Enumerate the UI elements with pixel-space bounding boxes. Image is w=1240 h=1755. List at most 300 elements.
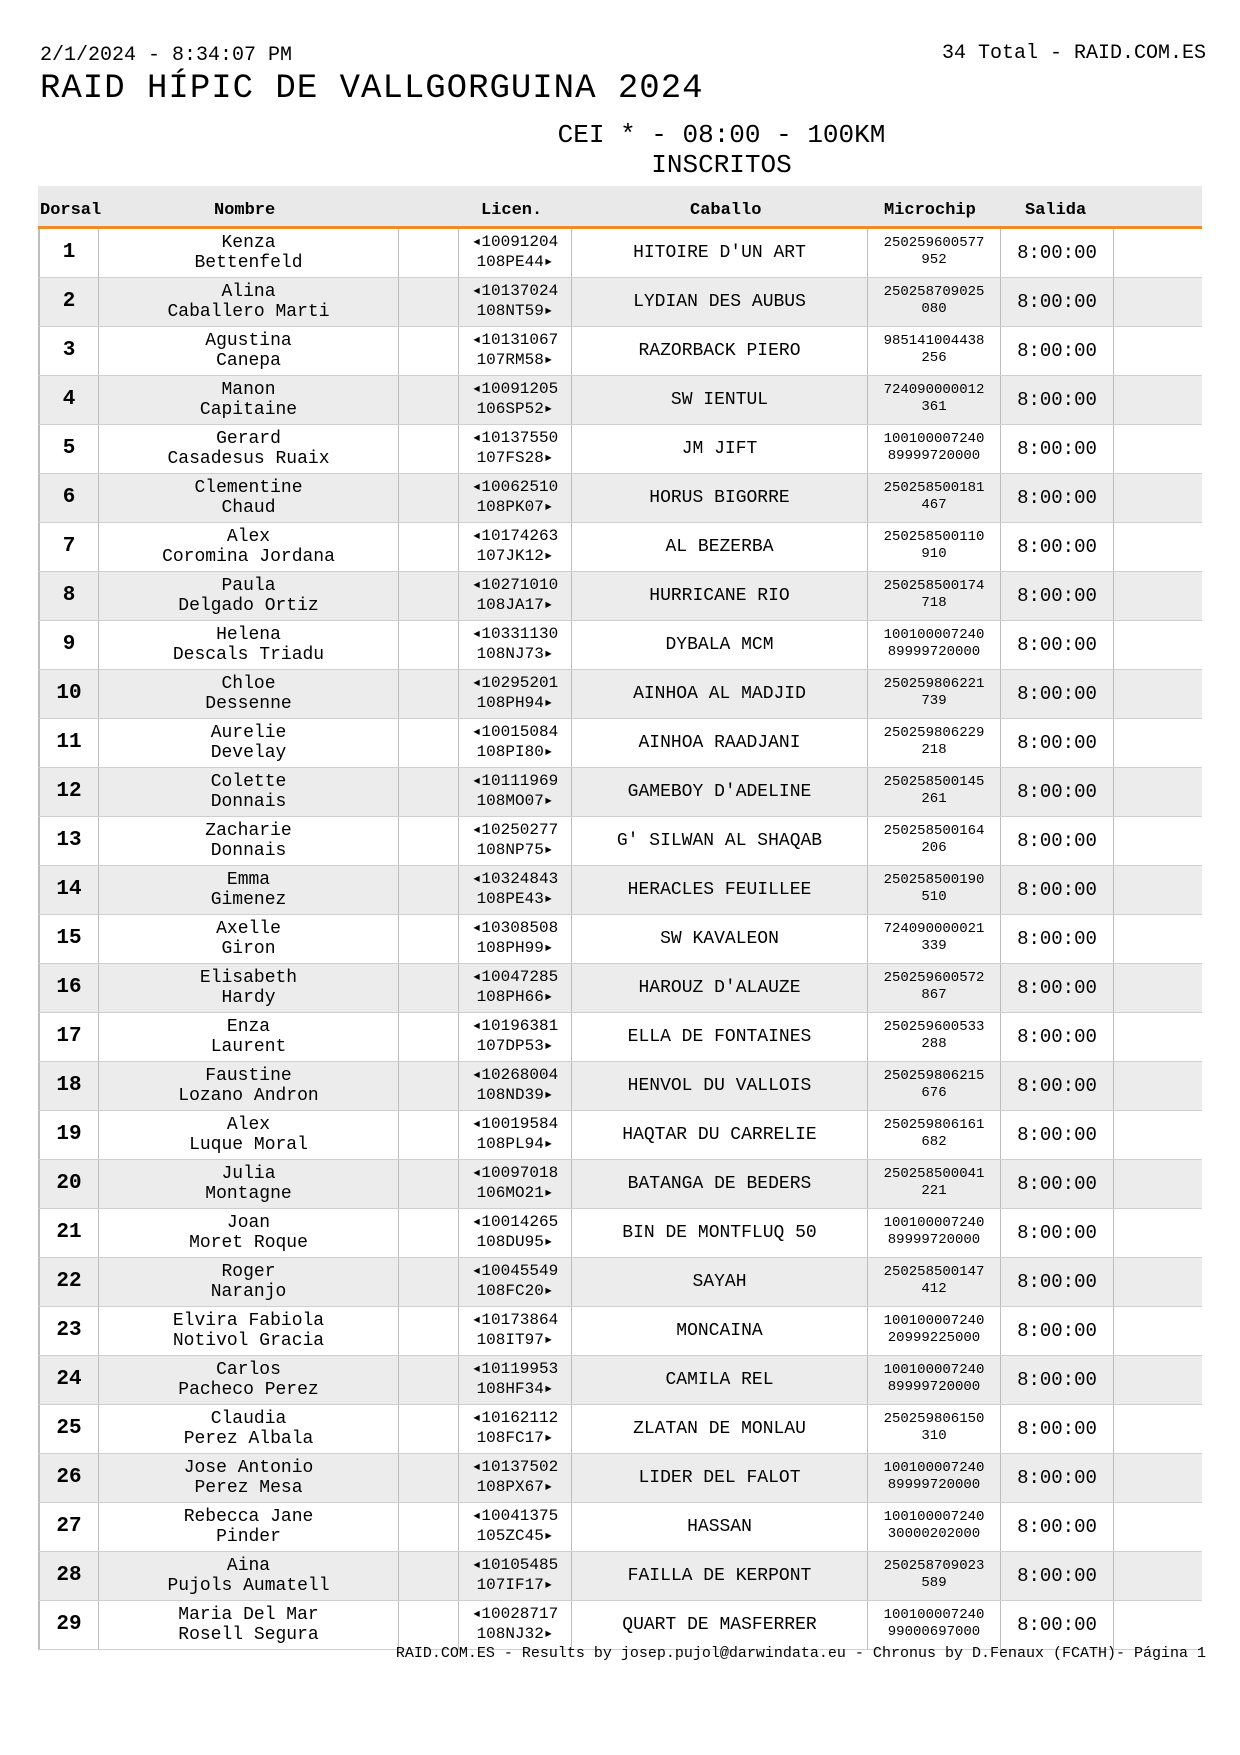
license bbox=[459, 278, 572, 326]
rider-name bbox=[99, 327, 399, 375]
microchip bbox=[868, 768, 1001, 816]
column-header-dorsal: Dorsal bbox=[40, 201, 102, 220]
rider-name bbox=[99, 1356, 399, 1404]
horse-name: ZLATAN DE MONLAU bbox=[572, 1405, 868, 1453]
microchip-line-2: 867 bbox=[921, 987, 947, 1003]
rider-name bbox=[99, 1111, 399, 1159]
license-horse: 108IT97▸ bbox=[476, 1331, 554, 1349]
license bbox=[459, 1111, 572, 1159]
rider-last-name: Chaud bbox=[221, 498, 276, 518]
license-horse: 105ZC45▸ bbox=[476, 1527, 554, 1545]
license-rider: ◂10019584 bbox=[471, 1115, 559, 1133]
table-row bbox=[38, 1454, 1202, 1503]
rider-last-name: Dessenne bbox=[205, 694, 292, 714]
empty-cell bbox=[1114, 1160, 1202, 1208]
microchip-line-1: 100100007240 bbox=[883, 1362, 985, 1378]
microchip-line-1: 100100007240 bbox=[883, 1607, 985, 1623]
table-row bbox=[38, 1552, 1202, 1601]
start-time: 8:00:00 bbox=[1001, 1258, 1114, 1306]
empty-cell bbox=[399, 768, 459, 816]
license-rider: ◂10131067 bbox=[471, 331, 559, 349]
microchip bbox=[868, 278, 1001, 326]
dorsal-number: 27 bbox=[38, 1503, 99, 1551]
horse-name: FAILLA DE KERPONT bbox=[572, 1552, 868, 1600]
microchip-line-2: 310 bbox=[921, 1428, 947, 1444]
empty-cell bbox=[1114, 1258, 1202, 1306]
rider-first-name: Claudia bbox=[210, 1409, 287, 1429]
license bbox=[459, 327, 572, 375]
license-horse: 108HF34▸ bbox=[476, 1380, 554, 1398]
license-rider: ◂10014265 bbox=[471, 1213, 559, 1231]
microchip-line-1: 250259806150 bbox=[883, 1411, 985, 1427]
empty-cell bbox=[1114, 572, 1202, 620]
total-entries: 34 Total - RAID.COM.ES bbox=[941, 42, 1206, 65]
table-row bbox=[38, 768, 1202, 817]
start-time: 8:00:00 bbox=[1001, 670, 1114, 718]
rider-last-name: Donnais bbox=[210, 841, 287, 861]
start-time: 8:00:00 bbox=[1001, 1503, 1114, 1551]
microchip-line-1: 100100007240 bbox=[883, 1313, 985, 1329]
microchip-line-2: 718 bbox=[921, 595, 947, 611]
license-horse: 108PH94▸ bbox=[476, 694, 554, 712]
dorsal-number: 5 bbox=[38, 425, 99, 473]
microchip-line-1: 250259600533 bbox=[883, 1019, 985, 1035]
horse-name: AINHOA AL MADJID bbox=[572, 670, 868, 718]
license-horse: 108PH99▸ bbox=[476, 939, 554, 957]
rider-first-name: Enza bbox=[226, 1017, 271, 1037]
dorsal-number: 13 bbox=[38, 817, 99, 865]
empty-cell bbox=[1114, 1552, 1202, 1600]
microchip bbox=[868, 1258, 1001, 1306]
microchip bbox=[868, 376, 1001, 424]
license bbox=[459, 1062, 572, 1110]
empty-cell bbox=[399, 670, 459, 718]
microchip-line-2: 89999720000 bbox=[887, 448, 981, 464]
empty-cell bbox=[399, 1601, 459, 1649]
license-rider: ◂10137550 bbox=[471, 429, 559, 447]
license-rider: ◂10041375 bbox=[471, 1507, 559, 1525]
dorsal-number: 25 bbox=[38, 1405, 99, 1453]
microchip-line-1: 100100007240 bbox=[883, 1509, 985, 1525]
rider-first-name: Roger bbox=[221, 1262, 276, 1282]
rider-name bbox=[99, 1013, 399, 1061]
license-horse: 108ND39▸ bbox=[476, 1086, 554, 1104]
rider-first-name: Colette bbox=[210, 772, 287, 792]
horse-name: DYBALA MCM bbox=[572, 621, 868, 669]
rider-first-name: Julia bbox=[221, 1164, 276, 1184]
rider-name bbox=[99, 964, 399, 1012]
license bbox=[459, 1405, 572, 1453]
dorsal-number: 16 bbox=[38, 964, 99, 1012]
start-time: 8:00:00 bbox=[1001, 1307, 1114, 1355]
license-rider: ◂10137024 bbox=[471, 282, 559, 300]
start-time: 8:00:00 bbox=[1001, 866, 1114, 914]
license bbox=[459, 1503, 572, 1551]
microchip bbox=[868, 621, 1001, 669]
microchip-line-2: 99000697000 bbox=[887, 1624, 981, 1640]
microchip-line-1: 250258500147 bbox=[883, 1264, 985, 1280]
start-time: 8:00:00 bbox=[1001, 572, 1114, 620]
empty-cell bbox=[1114, 1405, 1202, 1453]
horse-name: ELLA DE FONTAINES bbox=[572, 1013, 868, 1061]
dorsal-number: 3 bbox=[38, 327, 99, 375]
empty-cell bbox=[1114, 278, 1202, 326]
microchip bbox=[868, 474, 1001, 522]
rider-last-name: Pacheco Perez bbox=[178, 1380, 319, 1400]
table-row bbox=[38, 1013, 1202, 1062]
rider-last-name: Hardy bbox=[221, 988, 276, 1008]
license-horse: 108PH66▸ bbox=[476, 988, 554, 1006]
table-row bbox=[38, 621, 1202, 670]
microchip-line-1: 250258500190 bbox=[883, 872, 985, 888]
empty-cell bbox=[1114, 1601, 1202, 1649]
empty-cell bbox=[1114, 229, 1202, 277]
license-rider: ◂10119953 bbox=[471, 1360, 559, 1378]
rider-name bbox=[99, 1503, 399, 1551]
license bbox=[459, 670, 572, 718]
license bbox=[459, 376, 572, 424]
microchip-line-2: 339 bbox=[921, 938, 947, 954]
microchip-line-2: 080 bbox=[921, 301, 947, 317]
microchip-line-2: 218 bbox=[921, 742, 947, 758]
dorsal-number: 17 bbox=[38, 1013, 99, 1061]
rider-first-name: Joan bbox=[226, 1213, 271, 1233]
empty-cell bbox=[1114, 1307, 1202, 1355]
license-rider: ◂10271010 bbox=[471, 576, 559, 594]
start-time: 8:00:00 bbox=[1001, 719, 1114, 767]
start-time: 8:00:00 bbox=[1001, 817, 1114, 865]
license-horse: 106SP52▸ bbox=[476, 400, 554, 418]
dorsal-number: 29 bbox=[38, 1601, 99, 1649]
empty-cell bbox=[1114, 376, 1202, 424]
license-horse: 108FC20▸ bbox=[476, 1282, 554, 1300]
empty-cell bbox=[399, 523, 459, 571]
microchip-line-2: 739 bbox=[921, 693, 947, 709]
start-time: 8:00:00 bbox=[1001, 964, 1114, 1012]
license-rider: ◂10111969 bbox=[471, 772, 559, 790]
dorsal-number: 15 bbox=[38, 915, 99, 963]
license bbox=[459, 1258, 572, 1306]
start-time: 8:00:00 bbox=[1001, 523, 1114, 571]
start-time: 8:00:00 bbox=[1001, 425, 1114, 473]
dorsal-number: 11 bbox=[38, 719, 99, 767]
license-horse: 108DU95▸ bbox=[476, 1233, 554, 1251]
table-row bbox=[38, 1307, 1202, 1356]
microchip bbox=[868, 1013, 1001, 1061]
horse-name: HENVOL DU VALLOIS bbox=[572, 1062, 868, 1110]
microchip-line-2: 952 bbox=[921, 252, 947, 268]
empty-cell bbox=[1114, 670, 1202, 718]
rider-last-name: Montagne bbox=[205, 1184, 292, 1204]
microchip-line-1: 100100007240 bbox=[883, 627, 985, 643]
rider-name bbox=[99, 670, 399, 718]
microchip-line-1: 250259600577 bbox=[883, 235, 985, 251]
start-time: 8:00:00 bbox=[1001, 621, 1114, 669]
empty-cell bbox=[399, 1454, 459, 1502]
microchip bbox=[868, 670, 1001, 718]
horse-name: LYDIAN DES AUBUS bbox=[572, 278, 868, 326]
license-rider: ◂10097018 bbox=[471, 1164, 559, 1182]
table-row bbox=[38, 964, 1202, 1013]
microchip bbox=[868, 964, 1001, 1012]
empty-cell bbox=[399, 1552, 459, 1600]
empty-cell bbox=[399, 376, 459, 424]
license-rider: ◂10268004 bbox=[471, 1066, 559, 1084]
empty-cell bbox=[399, 572, 459, 620]
microchip-line-1: 985141004438 bbox=[883, 333, 985, 349]
horse-name: G' SILWAN AL SHAQAB bbox=[572, 817, 868, 865]
license-rider: ◂10028717 bbox=[471, 1605, 559, 1623]
microchip-line-2: 89999720000 bbox=[887, 644, 981, 660]
microchip bbox=[868, 915, 1001, 963]
license-horse: 108NJ73▸ bbox=[476, 645, 554, 663]
license-rider: ◂10331130 bbox=[471, 625, 559, 643]
rider-name bbox=[99, 915, 399, 963]
microchip-line-1: 100100007240 bbox=[883, 1215, 985, 1231]
start-time: 8:00:00 bbox=[1001, 768, 1114, 816]
license-rider: ◂10047285 bbox=[471, 968, 559, 986]
horse-name: HURRICANE RIO bbox=[572, 572, 868, 620]
empty-cell bbox=[1114, 327, 1202, 375]
table-row bbox=[38, 327, 1202, 376]
rider-name bbox=[99, 376, 399, 424]
rider-last-name: Pujols Aumatell bbox=[167, 1576, 330, 1596]
dorsal-number: 7 bbox=[38, 523, 99, 571]
horse-name: BIN DE MONTFLUQ 50 bbox=[572, 1209, 868, 1257]
start-time: 8:00:00 bbox=[1001, 376, 1114, 424]
empty-cell bbox=[1114, 719, 1202, 767]
microchip-line-2: 89999720000 bbox=[887, 1477, 981, 1493]
dorsal-number: 1 bbox=[38, 229, 99, 277]
rider-name bbox=[99, 1062, 399, 1110]
rider-first-name: Faustine bbox=[205, 1066, 292, 1086]
license-rider: ◂10174263 bbox=[471, 527, 559, 545]
license-rider: ◂10062510 bbox=[471, 478, 559, 496]
microchip-line-2: 89999720000 bbox=[887, 1232, 981, 1248]
rider-name bbox=[99, 523, 399, 571]
license-horse: 108PE43▸ bbox=[476, 890, 554, 908]
start-time: 8:00:00 bbox=[1001, 1601, 1114, 1649]
microchip-line-2: 467 bbox=[921, 497, 947, 513]
rider-name bbox=[99, 425, 399, 473]
table-row bbox=[38, 229, 1202, 278]
empty-cell bbox=[1114, 964, 1202, 1012]
empty-cell bbox=[1114, 621, 1202, 669]
license-horse: 107JK12▸ bbox=[476, 547, 554, 565]
empty-cell bbox=[399, 1160, 459, 1208]
license-rider: ◂10091204 bbox=[471, 233, 559, 251]
rider-name bbox=[99, 229, 399, 277]
empty-cell bbox=[399, 1111, 459, 1159]
rider-name bbox=[99, 572, 399, 620]
empty-cell bbox=[1114, 523, 1202, 571]
microchip-line-1: 250258709025 bbox=[883, 284, 985, 300]
horse-name: HASSAN bbox=[572, 1503, 868, 1551]
column-header-licen: Licen. bbox=[481, 201, 543, 220]
microchip-line-1: 250258500041 bbox=[883, 1166, 985, 1182]
column-header-nombre: Nombre bbox=[214, 201, 276, 220]
empty-cell bbox=[399, 719, 459, 767]
horse-name: SAYAH bbox=[572, 1258, 868, 1306]
start-time: 8:00:00 bbox=[1001, 1013, 1114, 1061]
rider-last-name: Rosell Segura bbox=[178, 1625, 319, 1645]
license bbox=[459, 1601, 572, 1649]
rider-first-name: Clementine bbox=[194, 478, 303, 498]
rider-name bbox=[99, 768, 399, 816]
rider-first-name: Helena bbox=[216, 625, 281, 645]
horse-name: GAMEBOY D'ADELINE bbox=[572, 768, 868, 816]
table-row bbox=[38, 1503, 1202, 1552]
microchip bbox=[868, 1405, 1001, 1453]
microchip bbox=[868, 425, 1001, 473]
rider-last-name: Moret Roque bbox=[189, 1233, 308, 1253]
rider-last-name: Canepa bbox=[216, 351, 281, 371]
rider-first-name: Maria Del Mar bbox=[178, 1605, 319, 1625]
rider-last-name: Perez Albala bbox=[183, 1429, 314, 1449]
start-time: 8:00:00 bbox=[1001, 915, 1114, 963]
dorsal-number: 2 bbox=[38, 278, 99, 326]
license bbox=[459, 768, 572, 816]
empty-cell bbox=[1114, 1454, 1202, 1502]
rider-last-name: Donnais bbox=[210, 792, 287, 812]
license-horse: 108NT59▸ bbox=[476, 302, 554, 320]
rider-name bbox=[99, 474, 399, 522]
table-row bbox=[38, 719, 1202, 768]
horse-name: BATANGA DE BEDERS bbox=[572, 1160, 868, 1208]
dorsal-number: 14 bbox=[38, 866, 99, 914]
microchip bbox=[868, 1552, 1001, 1600]
table-row bbox=[38, 915, 1202, 964]
empty-cell bbox=[1114, 474, 1202, 522]
microchip-line-2: 89999720000 bbox=[887, 1379, 981, 1395]
license-horse: 108MO07▸ bbox=[476, 792, 554, 810]
start-time: 8:00:00 bbox=[1001, 1454, 1114, 1502]
column-header-caballo: Caballo bbox=[690, 201, 762, 220]
license bbox=[459, 621, 572, 669]
microchip-line-2: 910 bbox=[921, 546, 947, 562]
rider-first-name: Aina bbox=[226, 1556, 271, 1576]
start-time: 8:00:00 bbox=[1001, 1160, 1114, 1208]
rider-name bbox=[99, 1405, 399, 1453]
dorsal-number: 8 bbox=[38, 572, 99, 620]
horse-name: AL BEZERBA bbox=[572, 523, 868, 571]
license-horse: 108NJ32▸ bbox=[476, 1625, 554, 1643]
rider-first-name: Emma bbox=[226, 870, 271, 890]
license bbox=[459, 1454, 572, 1502]
horse-name: QUART DE MASFERRER bbox=[572, 1601, 868, 1649]
dorsal-number: 24 bbox=[38, 1356, 99, 1404]
empty-cell bbox=[399, 621, 459, 669]
license bbox=[459, 817, 572, 865]
table-row bbox=[38, 1601, 1202, 1650]
empty-cell bbox=[1114, 768, 1202, 816]
license bbox=[459, 964, 572, 1012]
rider-first-name: Jose Antonio bbox=[183, 1458, 314, 1478]
microchip-line-2: 589 bbox=[921, 1575, 947, 1591]
empty-cell bbox=[1114, 1209, 1202, 1257]
license-rider: ◂10162112 bbox=[471, 1409, 559, 1427]
rider-last-name: Naranjo bbox=[210, 1282, 287, 1302]
rider-name bbox=[99, 1454, 399, 1502]
microchip bbox=[868, 1160, 1001, 1208]
rider-first-name: Axelle bbox=[216, 919, 281, 939]
microchip-line-1: 100100007240 bbox=[883, 1460, 985, 1476]
start-time: 8:00:00 bbox=[1001, 1552, 1114, 1600]
license-rider: ◂10196381 bbox=[471, 1017, 559, 1035]
rider-first-name: Agustina bbox=[205, 331, 292, 351]
empty-cell bbox=[399, 229, 459, 277]
microchip-line-2: 206 bbox=[921, 840, 947, 856]
rider-first-name: Aurelie bbox=[210, 723, 287, 743]
microchip bbox=[868, 817, 1001, 865]
dorsal-number: 6 bbox=[38, 474, 99, 522]
list-type: INSCRITOS bbox=[651, 150, 792, 180]
microchip-line-1: 250258500174 bbox=[883, 578, 985, 594]
table-row bbox=[38, 474, 1202, 523]
horse-name: CAMILA REL bbox=[572, 1356, 868, 1404]
rider-last-name: Coromina Jordana bbox=[162, 547, 335, 567]
license bbox=[459, 1160, 572, 1208]
empty-cell bbox=[399, 964, 459, 1012]
microchip-line-2: 682 bbox=[921, 1134, 947, 1150]
rider-first-name: Kenza bbox=[221, 233, 276, 253]
start-time: 8:00:00 bbox=[1001, 229, 1114, 277]
microchip bbox=[868, 1503, 1001, 1551]
rider-name bbox=[99, 1307, 399, 1355]
microchip-line-1: 250259806161 bbox=[883, 1117, 985, 1133]
license bbox=[459, 1552, 572, 1600]
empty-cell bbox=[399, 1013, 459, 1061]
microchip bbox=[868, 572, 1001, 620]
microchip bbox=[868, 1307, 1001, 1355]
empty-cell bbox=[399, 1258, 459, 1306]
rider-first-name: Rebecca Jane bbox=[183, 1507, 314, 1527]
horse-name: SW KAVALEON bbox=[572, 915, 868, 963]
start-time: 8:00:00 bbox=[1001, 1209, 1114, 1257]
empty-cell bbox=[1114, 1356, 1202, 1404]
table-header bbox=[38, 186, 1202, 229]
rider-first-name: Elvira Fabiola bbox=[172, 1311, 325, 1331]
dorsal-number: 18 bbox=[38, 1062, 99, 1110]
table-row bbox=[38, 866, 1202, 915]
microchip-line-1: 250258500164 bbox=[883, 823, 985, 839]
license-horse: 107RM58▸ bbox=[476, 351, 554, 369]
table-row bbox=[38, 1111, 1202, 1160]
horse-name: AINHOA RAADJANI bbox=[572, 719, 868, 767]
empty-cell bbox=[399, 915, 459, 963]
microchip-line-1: 250259600572 bbox=[883, 970, 985, 986]
rider-last-name: Bettenfeld bbox=[194, 253, 303, 273]
microchip bbox=[868, 327, 1001, 375]
entries-table-body bbox=[38, 229, 1202, 1650]
microchip-line-1: 724090000012 bbox=[883, 382, 985, 398]
report-timestamp: 2/1/2024 - 8:34:07 PM bbox=[40, 44, 293, 67]
start-time: 8:00:00 bbox=[1001, 1062, 1114, 1110]
empty-cell bbox=[1114, 1062, 1202, 1110]
empty-cell bbox=[1114, 817, 1202, 865]
rider-last-name: Casadesus Ruaix bbox=[167, 449, 330, 469]
dorsal-number: 22 bbox=[38, 1258, 99, 1306]
license-horse: 108FC17▸ bbox=[476, 1429, 554, 1447]
horse-name: RAZORBACK PIERO bbox=[572, 327, 868, 375]
rider-last-name: Develay bbox=[210, 743, 287, 763]
rider-last-name: Lozano Andron bbox=[178, 1086, 319, 1106]
horse-name: HAQTAR DU CARRELIE bbox=[572, 1111, 868, 1159]
empty-cell bbox=[399, 425, 459, 473]
license-rider: ◂10105485 bbox=[471, 1556, 559, 1574]
empty-cell bbox=[399, 327, 459, 375]
license bbox=[459, 1307, 572, 1355]
